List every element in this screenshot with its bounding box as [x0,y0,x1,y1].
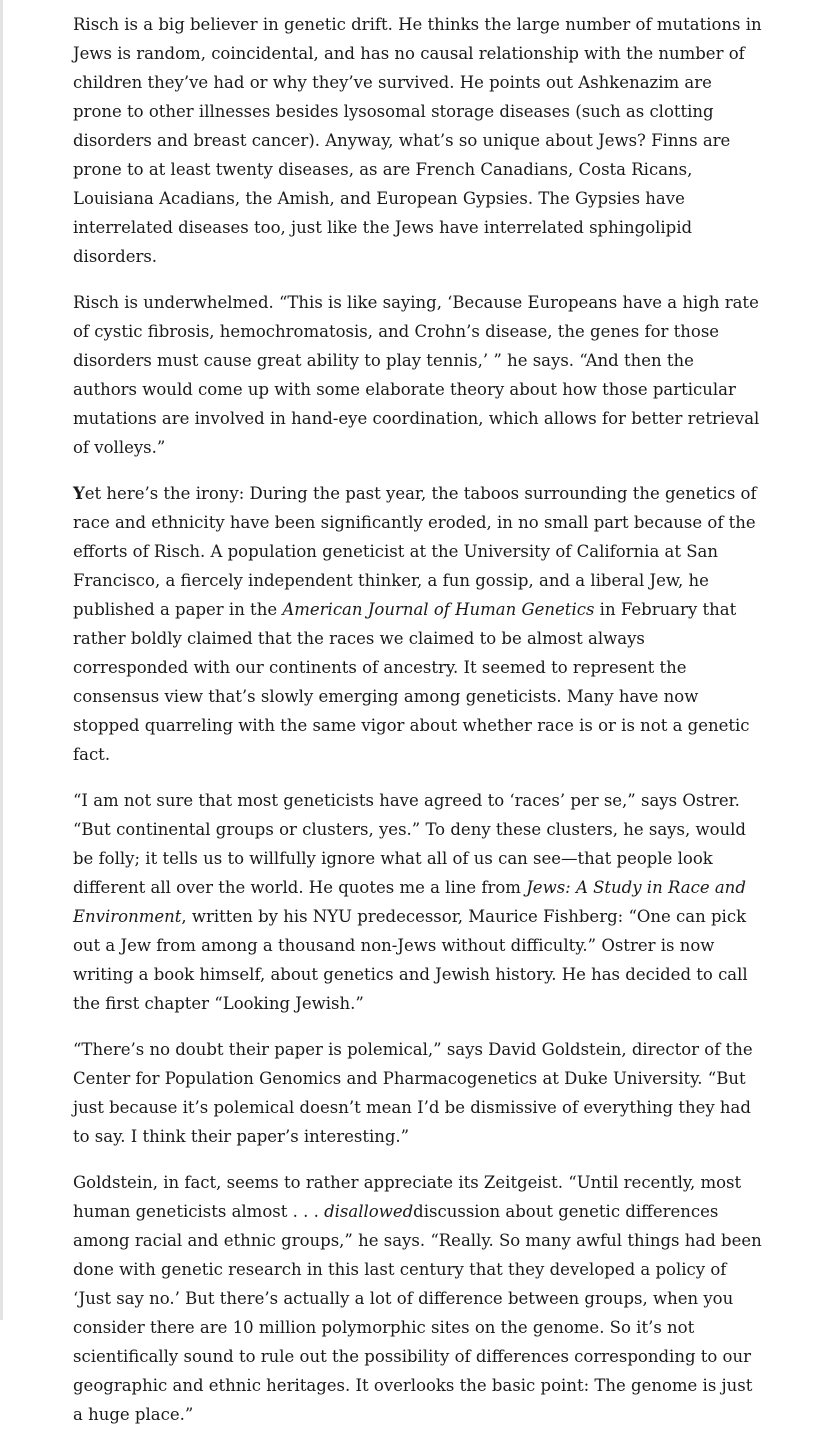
paragraph-risch-underwhelmed: Risch is underwhelmed. “This is like saying, ‘Because Europeans have a high rate of cystic fibrosis, hemochromatosis, and Crohn’s disease, the genes for those disorders must cause great ability to play tennis,’ ” he says. “And then the authors would come up with some elaborate theory about how those particular mutations are involved in hand-eye coordination, which allows for better retrieval of volleys.” [73,293,760,457]
journal-title: American Journal of Human Genetics [282,600,595,619]
paragraph-text: “I am not sure that most geneticists have agreed to ‘races’ per se,” says Ostrer. “But continental groups or clusters, yes.” To deny these clusters, he says, would be folly; it tells us to willfully ignore what all of us can see—that people look different all over the world. He quotes me a line from [73,791,746,897]
paragraph-text: Goldstein, in fact, seems to rather appreciate its Zeitgeist. “Until recently, most human geneticists almost . . . [73,1173,742,1221]
emphasized-word: disallowed [324,1202,414,1221]
book-title: Jews: A Study in Race and Environment [73,878,746,926]
article-body [73,10,763,1446]
paragraph-text: , written by his NYU predecessor, Maurice Fishberg: “One can pick out a Jew from among a thousand non-Jews without difficulty.” Ostrer is now writing a book himself, about genetics and Jewish history. He has decided to call the first chapter “Looking Jewish.” [73,907,748,1013]
paragraph-text: discussion about genetic differences among racial and ethnic groups,” he says. “Really. So many awful things had been done with genetic research in this last century that they developed a policy of ‘Just say no.’ But there’s actually a lot of difference between groups, when you consider there are 10 million polymorphic sites on the genome. So it’s not scientifically sound to rule out the possibility of differences corresponding to our geographic and ethnic heritages. It overlooks the basic point: The genome is just a huge place.” [73,1202,762,1424]
drop-cap-letter: Y [73,484,85,503]
paragraph-irony [73,479,763,769]
paragraph-goldstein-zeitgeist [73,1168,763,1429]
paragraph-risch-genetic-drift: Risch is a big believer in genetic drift. He thinks the large number of mutations in Jews is random, coincidental, and has no causal relationship with the number of children they’ve had or why they’ve survived. He points out Ashkenazim are prone to other illnesses besides lysosomal storage diseases (such as clotting disorders and breast cancer). Anyway, what’s so unique about Jews? Finns are prone to at least twenty diseases, as are French Canadians, Costa Ricans, Louisiana Acadians, the Amish, and European Gypsies. The Gypsies have interrelated diseases too, just like the Jews have interrelated sphingolipid disorders. [73,15,762,266]
paragraph-goldstein-polemical: “There’s no doubt their paper is polemical,” says David Goldstein, director of the Center for Population Genomics and Pharmacogenetics at Duke University. “But just because it’s polemical doesn’t mean I’d be dismissive of everything they had to say. I think their paper’s interesting.” [73,1040,753,1146]
paragraph-text: in February that rather boldly claimed that the races we claimed to be almost always corresponded with our continents of ancestry. It seemed to represent the consensus view that’s slowly emerging among geneticists. Many have now stopped quarreling with the same vigor about whether race is or is not a genetic fact. [73,600,750,764]
left-border-rule [0,0,3,1320]
paragraph-ostrer-quote [73,786,763,1018]
paragraph-text: et here’s the irony: During the past year, the taboos surrounding the genetics of race and ethnicity have been significantly eroded, in no small part because of the efforts of Risch. A population geneticist at the University of California at San Francisco, a fiercely independent thinker, a fun gossip, and a liberal Jew, he published a paper in the [73,484,757,619]
